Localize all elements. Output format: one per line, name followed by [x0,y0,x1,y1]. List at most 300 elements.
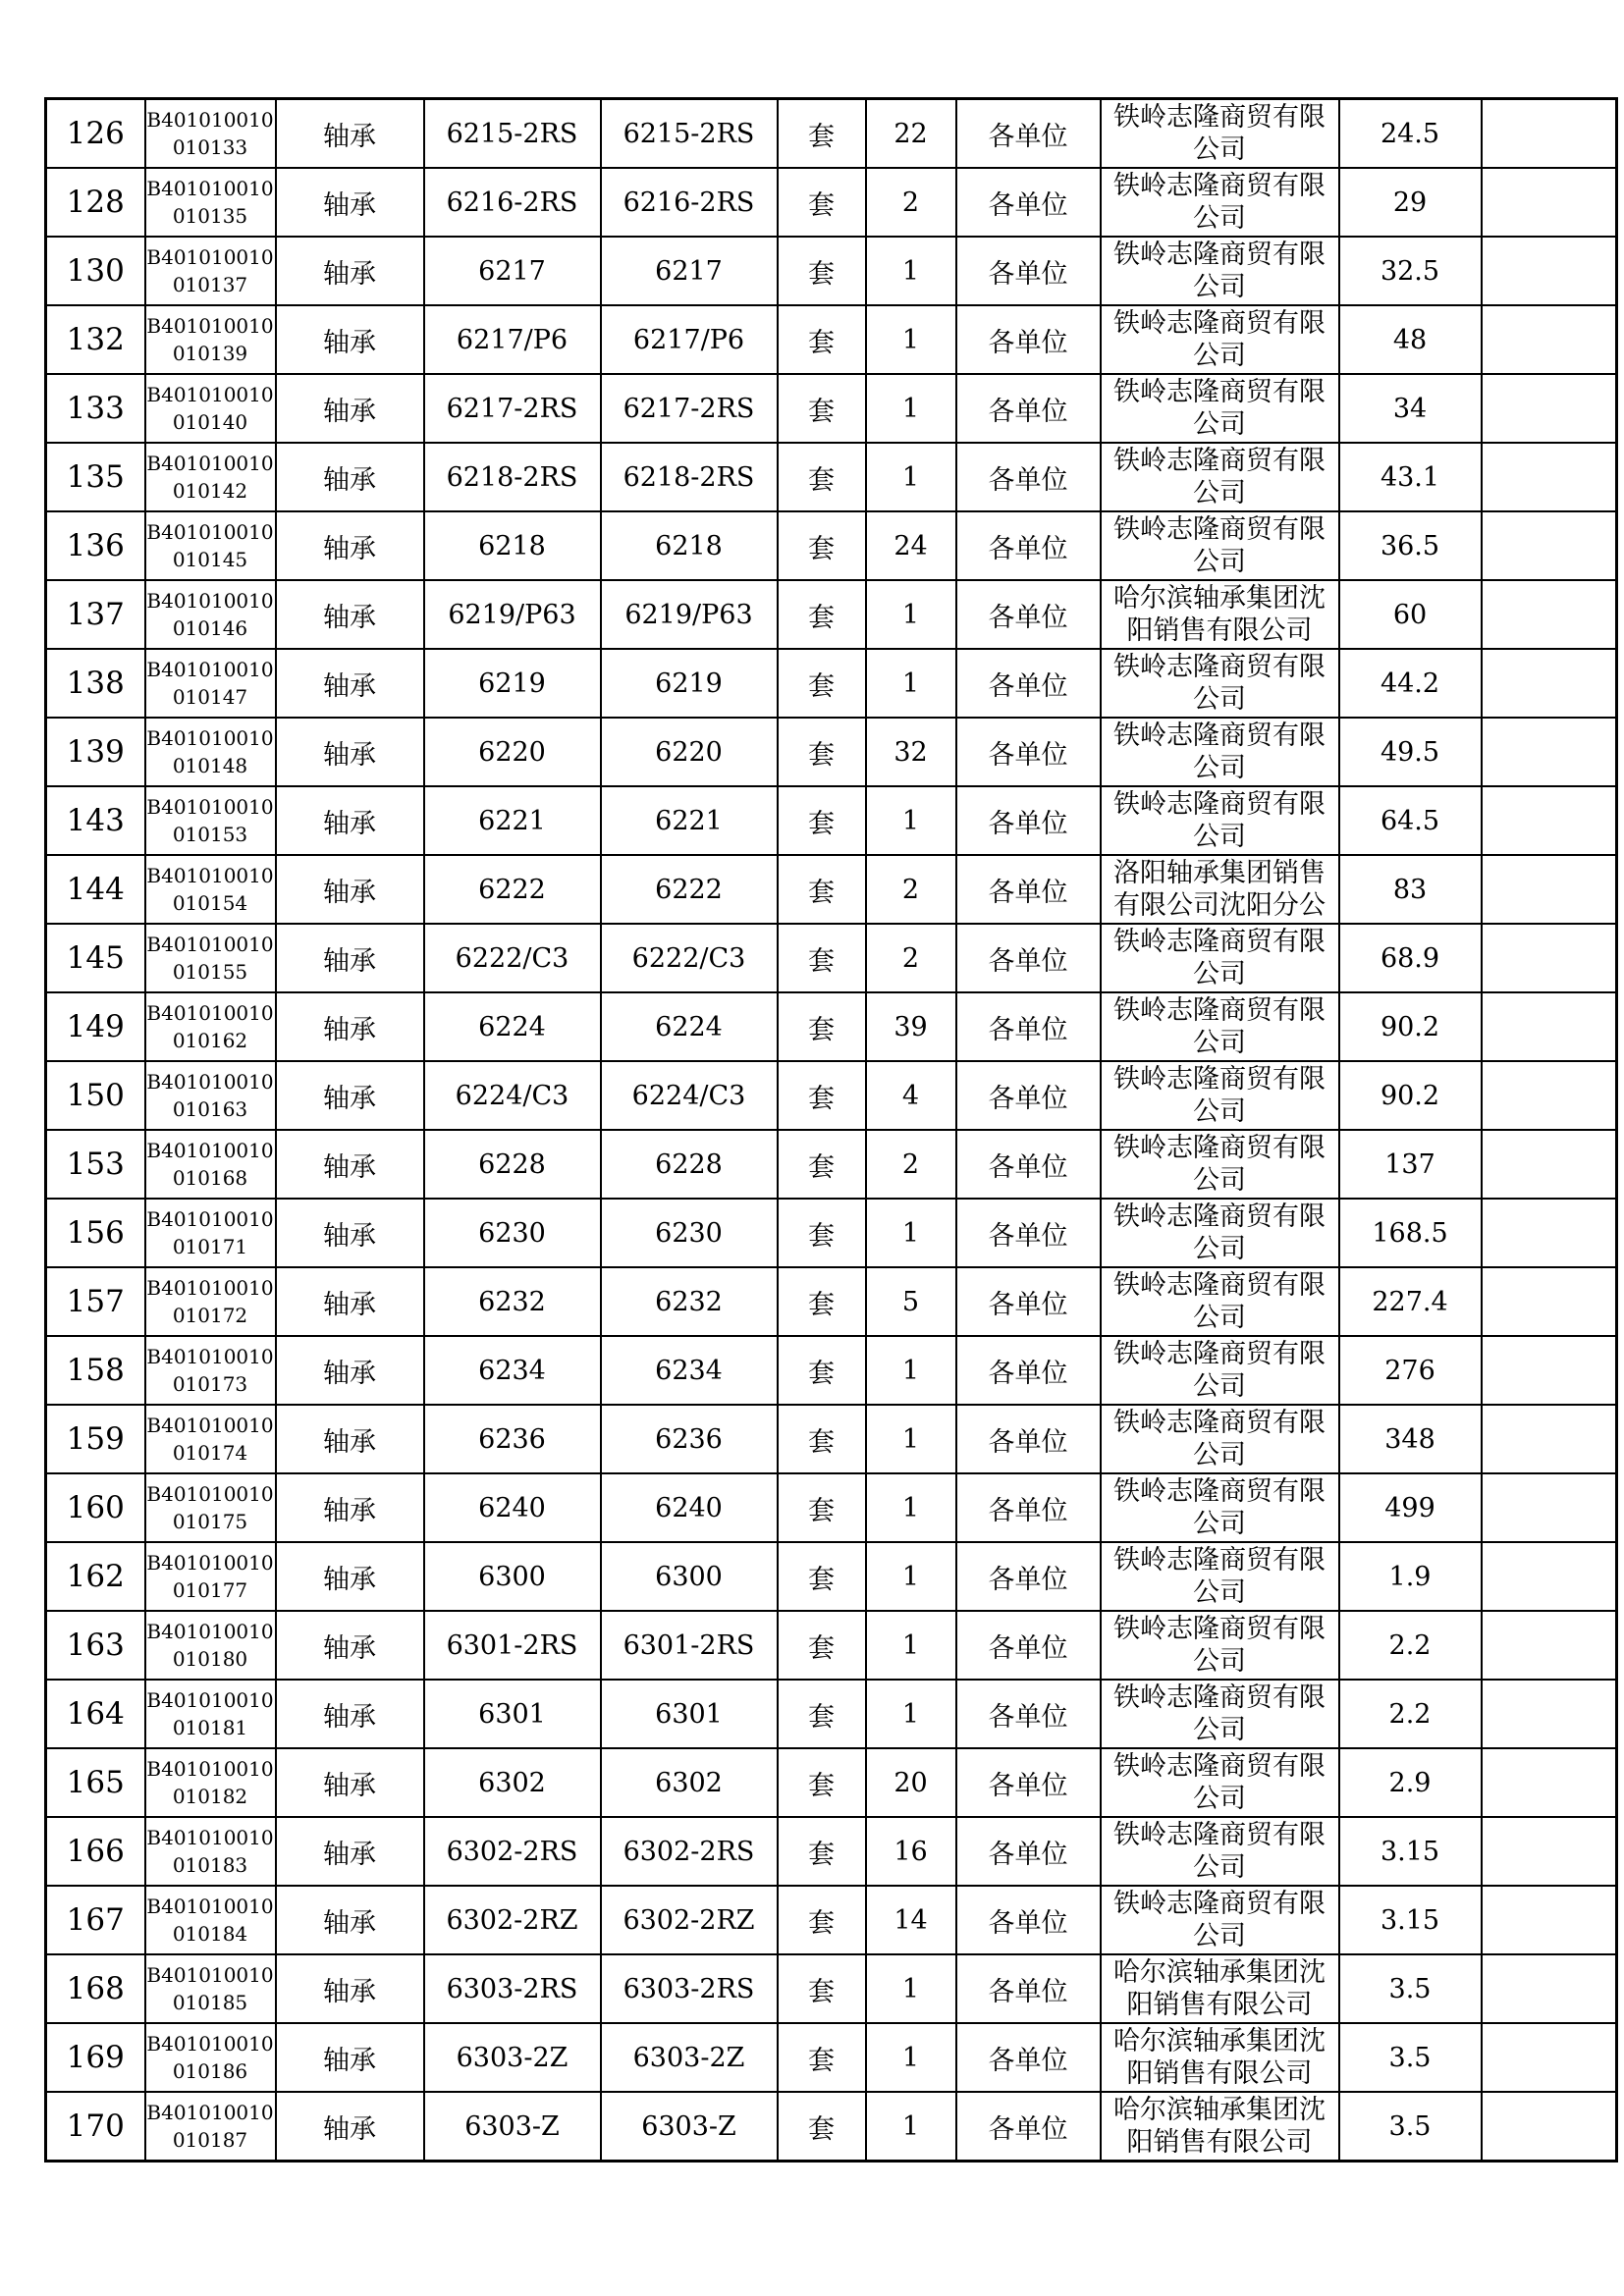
material-code-line-1: B401010010 [146,1551,274,1575]
material-code-cell [145,305,276,374]
material-code-line-1: B401010010 [146,1826,274,1849]
sequence-number-cell: 168 [46,1954,145,2023]
material-code-line-1: B401010010 [146,383,274,406]
quantity-cell: 1 [866,2023,956,2092]
sequence-number-cell: 162 [46,1542,145,1611]
note-cell [1482,855,1617,924]
quantity-cell: 1 [866,2092,956,2162]
specification-cell: 6302 [424,1748,601,1817]
note-cell [1482,1061,1617,1130]
specification-cell: 6216-2RS [424,168,601,237]
price-cell: 2.2 [1339,1611,1482,1680]
material-code-line-2: 010139 [172,342,248,365]
material-code-cell [145,2023,276,2092]
unit-cell: 套 [778,1473,866,1542]
table-row [46,168,1617,237]
price-cell: 49.5 [1339,718,1482,786]
price-cell: 83 [1339,855,1482,924]
note-cell [1482,1405,1617,1473]
note-cell [1482,1542,1617,1611]
note-cell [1482,1748,1617,1817]
unit-cell: 套 [778,1817,866,1886]
specification-cell: 6222/C3 [424,924,601,992]
material-code-line-2: 010133 [172,135,248,159]
price-cell: 3.5 [1339,2092,1482,2162]
unit-cell: 套 [778,511,866,580]
table-row [46,1611,1617,1680]
note-cell [1482,1473,1617,1542]
table-row [46,1405,1617,1473]
note-cell [1482,1817,1617,1886]
supplier-cell: 铁岭志隆商贸有限公司 [1101,374,1339,443]
quantity-cell: 1 [866,1405,956,1473]
price-cell: 90.2 [1339,1061,1482,1130]
material-code-line-1: B401010010 [146,314,274,338]
material-name-cell: 轴承 [276,374,424,443]
unit-cell: 套 [778,1611,866,1680]
scope-cell: 各单位 [956,1061,1101,1130]
sequence-number-cell: 128 [46,168,145,237]
price-cell: 2.2 [1339,1680,1482,1748]
table-row [46,1886,1617,1954]
note-cell [1482,1130,1617,1199]
model-cell: 6215-2RS [601,99,778,169]
sequence-number-cell: 158 [46,1336,145,1405]
quantity-cell: 1 [866,649,956,718]
model-cell: 6222 [601,855,778,924]
quantity-cell: 5 [866,1267,956,1336]
quantity-cell: 1 [866,1954,956,2023]
sequence-number-cell: 165 [46,1748,145,1817]
model-cell: 6236 [601,1405,778,1473]
model-cell: 6302-2RZ [601,1886,778,1954]
unit-cell: 套 [778,1954,866,2023]
unit-cell: 套 [778,237,866,305]
sequence-number-cell: 153 [46,1130,145,1199]
material-name-cell: 轴承 [276,924,424,992]
unit-cell: 套 [778,1336,866,1405]
specification-cell: 6217/P6 [424,305,601,374]
material-code-cell [145,992,276,1061]
material-code-cell [145,168,276,237]
scope-cell: 各单位 [956,1817,1101,1886]
sequence-number-cell: 150 [46,1061,145,1130]
supplier-cell: 铁岭志隆商贸有限公司 [1101,99,1339,169]
scope-cell: 各单位 [956,1267,1101,1336]
material-name-cell: 轴承 [276,1473,424,1542]
table-row [46,237,1617,305]
supplier-cell: 铁岭志隆商贸有限公司 [1101,237,1339,305]
quantity-cell: 2 [866,1130,956,1199]
material-code-line-2: 010182 [172,1785,248,1808]
sequence-number-cell: 149 [46,992,145,1061]
table-body [46,99,1617,2162]
scope-cell: 各单位 [956,786,1101,855]
material-code-line-1: B401010010 [146,1895,274,1918]
price-cell: 43.1 [1339,443,1482,511]
model-cell: 6240 [601,1473,778,1542]
material-name-cell: 轴承 [276,511,424,580]
material-code-line-2: 010180 [172,1647,248,1671]
scope-cell: 各单位 [956,992,1101,1061]
material-code-line-1: B401010010 [146,589,274,613]
unit-cell: 套 [778,1267,866,1336]
material-code-cell [145,2092,276,2162]
material-code-cell [145,99,276,169]
price-cell: 24.5 [1339,99,1482,169]
specification-cell: 6218-2RS [424,443,601,511]
material-name-cell: 轴承 [276,1405,424,1473]
material-code-cell [145,1680,276,1748]
material-code-cell [145,1748,276,1817]
unit-cell: 套 [778,99,866,169]
unit-cell: 套 [778,649,866,718]
model-cell: 6303-2RS [601,1954,778,2023]
note-cell [1482,511,1617,580]
material-name-cell: 轴承 [276,237,424,305]
unit-cell: 套 [778,168,866,237]
price-cell: 36.5 [1339,511,1482,580]
supplier-cell: 铁岭志隆商贸有限公司 [1101,992,1339,1061]
material-code-line-1: B401010010 [146,177,274,200]
note-cell [1482,443,1617,511]
material-code-line-1: B401010010 [146,933,274,956]
specification-cell: 6234 [424,1336,601,1405]
price-cell: 44.2 [1339,649,1482,718]
quantity-cell: 1 [866,1680,956,1748]
price-cell: 1.9 [1339,1542,1482,1611]
quantity-cell: 1 [866,1336,956,1405]
sequence-number-cell: 157 [46,1267,145,1336]
material-code-line-1: B401010010 [146,2032,274,2056]
model-cell: 6217 [601,237,778,305]
scope-cell: 各单位 [956,168,1101,237]
material-name-cell: 轴承 [276,649,424,718]
material-code-line-2: 010148 [172,754,248,777]
unit-cell: 套 [778,786,866,855]
supplier-cell: 铁岭志隆商贸有限公司 [1101,649,1339,718]
model-cell: 6218-2RS [601,443,778,511]
material-name-cell: 轴承 [276,443,424,511]
material-name-cell: 轴承 [276,1542,424,1611]
unit-cell: 套 [778,1886,866,1954]
unit-cell: 套 [778,1680,866,1748]
material-code-line-2: 010154 [172,891,248,915]
table-row [46,1199,1617,1267]
note-cell [1482,2023,1617,2092]
unit-cell: 套 [778,1542,866,1611]
table-row [46,443,1617,511]
sequence-number-cell: 132 [46,305,145,374]
price-cell: 276 [1339,1336,1482,1405]
model-cell: 6219/P63 [601,580,778,649]
supplier-cell: 铁岭志隆商贸有限公司 [1101,1680,1339,1748]
material-code-line-2: 010183 [172,1853,248,1877]
note-cell [1482,718,1617,786]
supplier-cell: 铁岭志隆商贸有限公司 [1101,511,1339,580]
material-code-line-2: 010171 [172,1235,248,1258]
supplier-cell: 铁岭志隆商贸有限公司 [1101,1817,1339,1886]
price-cell: 32.5 [1339,237,1482,305]
material-code-line-1: B401010010 [146,795,274,819]
table-row [46,374,1617,443]
model-cell: 6230 [601,1199,778,1267]
unit-cell: 套 [778,718,866,786]
note-cell [1482,237,1617,305]
note-cell [1482,1954,1617,2023]
material-code-line-1: B401010010 [146,1620,274,1643]
supplier-cell: 铁岭志隆商贸有限公司 [1101,1267,1339,1336]
material-name-cell: 轴承 [276,305,424,374]
scope-cell: 各单位 [956,1886,1101,1954]
table-row [46,1954,1617,2023]
material-code-cell [145,511,276,580]
note-cell [1482,1267,1617,1336]
unit-cell: 套 [778,1130,866,1199]
supplier-cell: 哈尔滨轴承集团沈阳销售有限公司 [1101,1954,1339,2023]
material-code-line-1: B401010010 [146,1963,274,1987]
material-code-cell [145,1405,276,1473]
quantity-cell: 2 [866,924,956,992]
material-name-cell: 轴承 [276,1817,424,1886]
material-code-line-2: 010155 [172,960,248,984]
sequence-number-cell: 164 [46,1680,145,1748]
model-cell: 6303-Z [601,2092,778,2162]
model-cell: 6301-2RS [601,1611,778,1680]
note-cell [1482,649,1617,718]
material-name-cell: 轴承 [276,992,424,1061]
material-code-line-2: 010181 [172,1716,248,1739]
price-cell: 29 [1339,168,1482,237]
quantity-cell: 1 [866,1542,956,1611]
material-name-cell: 轴承 [276,786,424,855]
material-code-cell [145,649,276,718]
unit-cell: 套 [778,855,866,924]
note-cell [1482,168,1617,237]
table-row [46,992,1617,1061]
material-code-cell [145,237,276,305]
material-name-cell: 轴承 [276,1748,424,1817]
scope-cell: 各单位 [956,237,1101,305]
sequence-number-cell: 143 [46,786,145,855]
material-name-cell: 轴承 [276,1199,424,1267]
table-row [46,1817,1617,1886]
material-name-cell: 轴承 [276,2023,424,2092]
table-row [46,1680,1617,1748]
sequence-number-cell: 170 [46,2092,145,2162]
unit-cell: 套 [778,1199,866,1267]
material-code-cell [145,1473,276,1542]
supplier-cell: 铁岭志隆商贸有限公司 [1101,924,1339,992]
price-table [44,97,1618,2163]
scope-cell: 各单位 [956,1473,1101,1542]
supplier-cell: 铁岭志隆商贸有限公司 [1101,443,1339,511]
model-cell: 6218 [601,511,778,580]
unit-cell: 套 [778,580,866,649]
scope-cell: 各单位 [956,443,1101,511]
material-code-line-1: B401010010 [146,1070,274,1094]
scope-cell: 各单位 [956,924,1101,992]
quantity-cell: 32 [866,718,956,786]
model-cell: 6303-2Z [601,2023,778,2092]
quantity-cell: 2 [866,855,956,924]
material-code-line-2: 010184 [172,1922,248,1946]
price-cell: 2.9 [1339,1748,1482,1817]
material-code-cell [145,580,276,649]
scope-cell: 各单位 [956,99,1101,169]
specification-cell: 6301 [424,1680,601,1748]
material-name-cell: 轴承 [276,168,424,237]
sequence-number-cell: 145 [46,924,145,992]
scope-cell: 各单位 [956,718,1101,786]
model-cell: 6221 [601,786,778,855]
sequence-number-cell: 163 [46,1611,145,1680]
specification-cell: 6219/P63 [424,580,601,649]
material-name-cell: 轴承 [276,1611,424,1680]
scope-cell: 各单位 [956,374,1101,443]
specification-cell: 6302-2RS [424,1817,601,1886]
quantity-cell: 1 [866,237,956,305]
material-code-line-2: 010174 [172,1441,248,1465]
material-code-line-2: 010153 [172,823,248,846]
model-cell: 6220 [601,718,778,786]
note-cell [1482,1611,1617,1680]
material-code-line-1: B401010010 [146,245,274,269]
material-code-line-1: B401010010 [146,864,274,887]
sequence-number-cell: 137 [46,580,145,649]
quantity-cell: 1 [866,580,956,649]
model-cell: 6302-2RS [601,1817,778,1886]
supplier-cell: 铁岭志隆商贸有限公司 [1101,1473,1339,1542]
price-cell: 348 [1339,1405,1482,1473]
scope-cell: 各单位 [956,2092,1101,2162]
material-code-line-1: B401010010 [146,1139,274,1162]
table-row [46,580,1617,649]
quantity-cell: 39 [866,992,956,1061]
material-name-cell: 轴承 [276,1886,424,1954]
quantity-cell: 22 [866,99,956,169]
quantity-cell: 16 [866,1817,956,1886]
supplier-cell: 铁岭志隆商贸有限公司 [1101,1199,1339,1267]
scope-cell: 各单位 [956,1130,1101,1199]
material-code-line-1: B401010010 [146,2101,274,2124]
sequence-number-cell: 133 [46,374,145,443]
material-code-line-2: 010185 [172,1991,248,2014]
specification-cell: 6217 [424,237,601,305]
unit-cell: 套 [778,443,866,511]
unit-cell: 套 [778,2092,866,2162]
supplier-cell: 洛阳轴承集团销售有限公司沈阳分公 [1101,855,1339,924]
model-cell: 6302 [601,1748,778,1817]
model-cell: 6232 [601,1267,778,1336]
material-code-line-1: B401010010 [146,108,274,132]
supplier-cell: 铁岭志隆商贸有限公司 [1101,1061,1339,1130]
material-code-cell [145,1199,276,1267]
supplier-cell: 铁岭志隆商贸有限公司 [1101,305,1339,374]
quantity-cell: 1 [866,374,956,443]
note-cell [1482,1336,1617,1405]
material-code-line-2: 010140 [172,410,248,434]
material-code-line-2: 010162 [172,1029,248,1052]
price-cell: 3.15 [1339,1886,1482,1954]
price-cell: 64.5 [1339,786,1482,855]
material-code-cell [145,374,276,443]
specification-cell: 6302-2RZ [424,1886,601,1954]
price-cell: 3.5 [1339,1954,1482,2023]
price-cell: 168.5 [1339,1199,1482,1267]
table-row [46,1061,1617,1130]
material-name-cell: 轴承 [276,1061,424,1130]
material-code-cell [145,1061,276,1130]
unit-cell: 套 [778,1061,866,1130]
scope-cell: 各单位 [956,1748,1101,1817]
material-code-line-2: 010137 [172,273,248,296]
note-cell [1482,305,1617,374]
specification-cell: 6230 [424,1199,601,1267]
material-code-cell [145,1817,276,1886]
supplier-cell: 铁岭志隆商贸有限公司 [1101,786,1339,855]
material-code-line-1: B401010010 [146,1414,274,1437]
specification-cell: 6224/C3 [424,1061,601,1130]
specification-cell: 6228 [424,1130,601,1199]
model-cell: 6222/C3 [601,924,778,992]
material-code-line-2: 010173 [172,1372,248,1396]
specification-cell: 6301-2RS [424,1611,601,1680]
material-code-line-2: 010186 [172,2059,248,2083]
quantity-cell: 20 [866,1748,956,1817]
supplier-cell: 铁岭志隆商贸有限公司 [1101,1542,1339,1611]
quantity-cell: 1 [866,786,956,855]
table-row [46,2023,1617,2092]
material-code-line-1: B401010010 [146,1757,274,1781]
price-cell: 68.9 [1339,924,1482,992]
scope-cell: 各单位 [956,1680,1101,1748]
material-code-line-2: 010147 [172,685,248,709]
scope-cell: 各单位 [956,1542,1101,1611]
scope-cell: 各单位 [956,1954,1101,2023]
supplier-cell: 铁岭志隆商贸有限公司 [1101,168,1339,237]
note-cell [1482,99,1617,169]
specification-cell: 6232 [424,1267,601,1336]
price-cell: 499 [1339,1473,1482,1542]
material-code-line-1: B401010010 [146,1276,274,1300]
specification-cell: 6236 [424,1405,601,1473]
table-row [46,305,1617,374]
specification-cell: 6303-2Z [424,2023,601,2092]
sequence-number-cell: 169 [46,2023,145,2092]
price-cell: 227.4 [1339,1267,1482,1336]
material-code-line-1: B401010010 [146,1001,274,1025]
specification-cell: 6217-2RS [424,374,601,443]
specification-cell: 6222 [424,855,601,924]
table-row [46,718,1617,786]
quantity-cell: 14 [866,1886,956,1954]
scope-cell: 各单位 [956,2023,1101,2092]
supplier-cell: 铁岭志隆商贸有限公司 [1101,1336,1339,1405]
model-cell: 6217-2RS [601,374,778,443]
material-name-cell: 轴承 [276,1336,424,1405]
note-cell [1482,786,1617,855]
unit-cell: 套 [778,1405,866,1473]
material-code-line-1: B401010010 [146,1482,274,1506]
supplier-cell: 铁岭志隆商贸有限公司 [1101,1886,1339,1954]
unit-cell: 套 [778,992,866,1061]
specification-cell: 6224 [424,992,601,1061]
material-code-cell [145,1886,276,1954]
model-cell: 6219 [601,649,778,718]
sequence-number-cell: 135 [46,443,145,511]
scope-cell: 各单位 [956,1199,1101,1267]
